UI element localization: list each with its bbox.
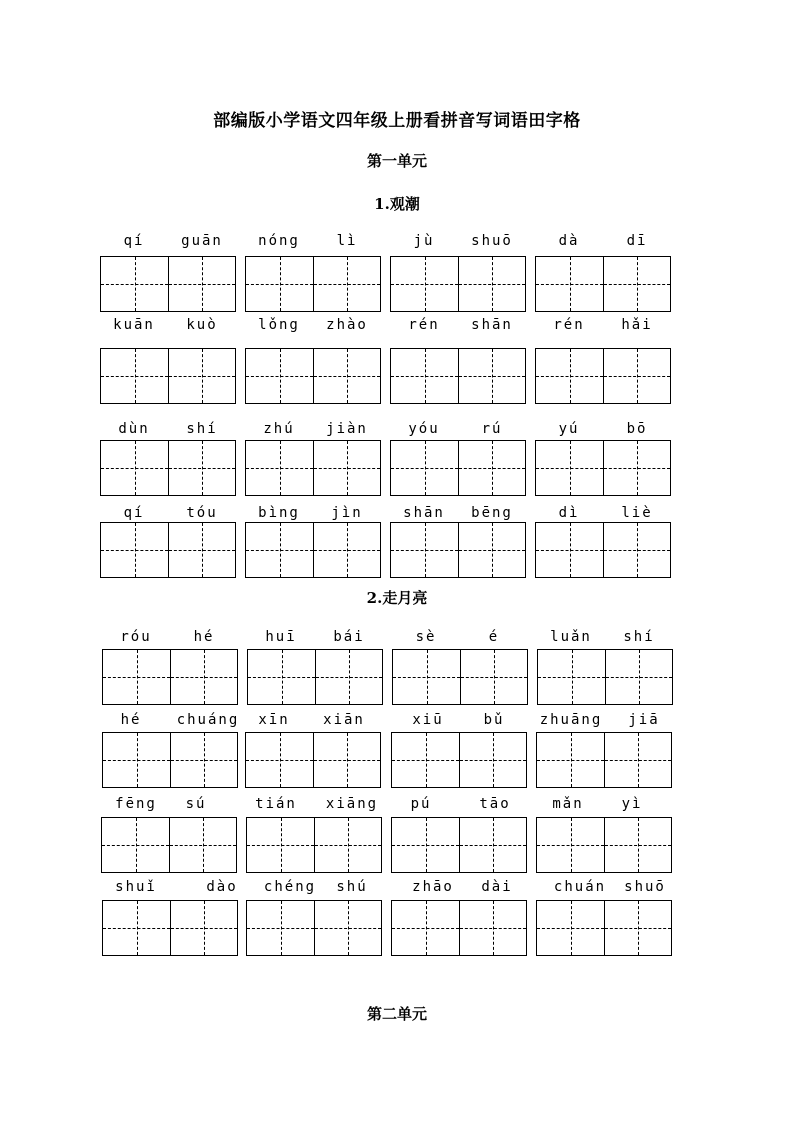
pinyin-syllable: sè (415, 629, 437, 645)
pinyin-syllable: dà (558, 233, 580, 249)
pinyin-syllable: shí (623, 629, 655, 645)
pinyin-syllable: jiā (628, 712, 660, 728)
tianzige-cell[interactable] (246, 523, 313, 577)
tianzige-cell[interactable] (536, 257, 603, 311)
tianzige-word-box[interactable] (535, 256, 671, 312)
tianzige-cell[interactable] (246, 349, 313, 403)
tianzige-cell[interactable] (536, 349, 603, 403)
tianzige-cell[interactable] (170, 650, 237, 704)
tianzige-cell[interactable] (246, 441, 313, 495)
pinyin-syllable: mǎn (552, 796, 584, 812)
tianzige-word-box[interactable] (392, 649, 528, 705)
pinyin-syllable: hé (120, 712, 142, 728)
pinyin-syllable: bìng (258, 505, 300, 521)
pinyin-syllable: jìn (331, 505, 363, 521)
tianzige-word-box[interactable] (245, 256, 381, 312)
pinyin-syllable: dì (558, 505, 580, 521)
tianzige-word-box[interactable] (391, 817, 527, 873)
tianzige-cell[interactable] (313, 349, 380, 403)
tianzige-cell[interactable] (314, 818, 381, 872)
tianzige-cell[interactable] (170, 901, 237, 955)
pinyin-syllable: rén (553, 317, 585, 333)
tianzige-word-box[interactable] (100, 522, 236, 578)
pinyin-syllable: shí (186, 421, 218, 437)
pinyin-syllable: xīn (258, 712, 290, 728)
tianzige-word-box[interactable] (246, 817, 382, 873)
pinyin-syllable: zhú (263, 421, 295, 437)
tianzige-cell[interactable] (247, 818, 314, 872)
pinyin-syllable: yú (558, 421, 580, 437)
pinyin-syllable: tóu (186, 505, 218, 521)
tianzige-cell[interactable] (603, 441, 670, 495)
tianzige-cell[interactable] (604, 733, 671, 787)
tianzige-word-box[interactable] (102, 649, 238, 705)
pinyin-syllable: rú (481, 421, 503, 437)
tianzige-cell[interactable] (246, 733, 313, 787)
pinyin-syllable: zhuāng (539, 712, 603, 728)
tianzige-cell[interactable] (536, 523, 603, 577)
pinyin-syllable: xiū (412, 712, 444, 728)
tianzige-cell[interactable] (101, 441, 168, 495)
tianzige-word-box[interactable] (245, 522, 381, 578)
pinyin-syllable: bái (333, 629, 365, 645)
pinyin-syllable: huī (265, 629, 297, 645)
tianzige-cell[interactable] (460, 650, 527, 704)
tianzige-word-box[interactable] (102, 732, 238, 788)
pinyin-syllable: kuò (186, 317, 218, 333)
pinyin-syllable: chuán (553, 879, 607, 895)
pinyin-syllable: jiàn (326, 421, 368, 437)
pinyin-syllable: yóu (408, 421, 440, 437)
tianzige-cell[interactable] (101, 349, 168, 403)
pinyin-syllable: bēng (471, 505, 513, 521)
tianzige-cell[interactable] (101, 257, 168, 311)
pinyin-syllable: hǎi (621, 317, 653, 333)
lesson-title: 2.走月亮 (366, 589, 428, 607)
tianzige-word-box[interactable] (100, 348, 236, 404)
tianzige-word-box[interactable] (536, 817, 672, 873)
tianzige-cell[interactable] (459, 901, 526, 955)
pinyin-syllable: chuáng (176, 712, 240, 728)
pinyin-line (100, 629, 674, 649)
pinyin-syllable: sú (185, 796, 207, 812)
tianzige-word-box[interactable] (536, 900, 672, 956)
pinyin-syllable: lì (336, 233, 358, 249)
pinyin-syllable: bō (626, 421, 648, 437)
tianzige-cell[interactable] (168, 441, 235, 495)
tianzige-cell[interactable] (459, 818, 526, 872)
tianzige-cell[interactable] (168, 257, 235, 311)
pinyin-syllable: shuǐ (115, 879, 157, 895)
tianzige-cell[interactable] (169, 818, 236, 872)
tianzige-cell[interactable] (103, 650, 170, 704)
tianzige-cell[interactable] (247, 901, 314, 955)
pinyin-syllable: rén (408, 317, 440, 333)
pinyin-syllable: xiāng (325, 796, 379, 812)
tianzige-word-box[interactable] (245, 440, 381, 496)
tianzige-cell[interactable] (603, 523, 670, 577)
pinyin-line (100, 796, 674, 816)
pinyin-syllable: é (488, 629, 500, 645)
tianzige-cell[interactable] (313, 733, 380, 787)
pinyin-line (100, 421, 674, 441)
pinyin-syllable: qí (123, 505, 145, 521)
tianzige-cell[interactable] (392, 901, 459, 955)
pinyin-syllable: qí (123, 233, 145, 249)
pinyin-syllable: shuō (624, 879, 666, 895)
pinyin-line (100, 879, 674, 899)
tianzige-cell[interactable] (314, 901, 381, 955)
tianzige-cell[interactable] (313, 441, 380, 495)
pinyin-syllable: zhào (326, 317, 368, 333)
pinyin-syllable: shān (403, 505, 445, 521)
tianzige-cell[interactable] (458, 523, 525, 577)
tianzige-cell[interactable] (538, 650, 605, 704)
tianzige-cell[interactable] (246, 257, 313, 311)
tianzige-cell[interactable] (391, 441, 458, 495)
pinyin-syllable: yì (621, 796, 643, 812)
tianzige-cell[interactable] (459, 733, 526, 787)
pinyin-syllable: shuō (471, 233, 513, 249)
pinyin-syllable: nóng (258, 233, 300, 249)
tianzige-cell[interactable] (391, 523, 458, 577)
tianzige-cell[interactable] (103, 733, 170, 787)
tianzige-word-box[interactable] (536, 732, 672, 788)
tianzige-word-box[interactable] (102, 900, 238, 956)
tianzige-cell[interactable] (537, 901, 604, 955)
tianzige-word-box[interactable] (247, 649, 383, 705)
tianzige-cell[interactable] (603, 257, 670, 311)
tianzige-word-box[interactable] (390, 522, 526, 578)
tianzige-cell[interactable] (248, 650, 315, 704)
pinyin-syllable: róu (120, 629, 152, 645)
tianzige-word-box[interactable] (535, 522, 671, 578)
tianzige-cell[interactable] (605, 650, 672, 704)
tianzige-cell[interactable] (536, 441, 603, 495)
pinyin-syllable: kuān (113, 317, 155, 333)
tianzige-cell[interactable] (315, 650, 382, 704)
pinyin-syllable: zhāo (412, 879, 454, 895)
lesson-title: 1.观潮 (374, 195, 420, 213)
tianzige-cell[interactable] (313, 257, 380, 311)
tianzige-word-box[interactable] (101, 817, 237, 873)
tianzige-word-box[interactable] (245, 732, 381, 788)
tianzige-word-box[interactable] (390, 348, 526, 404)
unit-heading: 第二单元 (366, 1005, 427, 1023)
tianzige-cell[interactable] (391, 257, 458, 311)
pinyin-syllable: lǒng (258, 317, 300, 333)
tianzige-word-box[interactable] (390, 256, 526, 312)
pinyin-line (100, 712, 674, 732)
tianzige-cell[interactable] (458, 257, 525, 311)
tianzige-cell[interactable] (604, 901, 671, 955)
tianzige-cell[interactable] (392, 733, 459, 787)
pinyin-syllable: jù (413, 233, 435, 249)
pinyin-syllable: dī (626, 233, 648, 249)
tianzige-cell[interactable] (103, 901, 170, 955)
tianzige-cell[interactable] (170, 733, 237, 787)
tianzige-cell[interactable] (604, 818, 671, 872)
tianzige-cell[interactable] (537, 818, 604, 872)
pinyin-syllable: tián (255, 796, 297, 812)
pinyin-syllable: fēng (115, 796, 157, 812)
pinyin-syllable: tāo (479, 796, 511, 812)
pinyin-syllable: chéng (263, 879, 317, 895)
tianzige-cell[interactable] (458, 349, 525, 403)
tianzige-word-box[interactable] (537, 649, 673, 705)
tianzige-cell[interactable] (168, 349, 235, 403)
tianzige-cell[interactable] (537, 733, 604, 787)
tianzige-cell[interactable] (313, 523, 380, 577)
pinyin-syllable: pú (410, 796, 432, 812)
pinyin-syllable: bǔ (483, 712, 505, 728)
tianzige-cell[interactable] (458, 441, 525, 495)
pinyin-syllable: shú (336, 879, 368, 895)
tianzige-cell[interactable] (168, 523, 235, 577)
tianzige-cell[interactable] (101, 523, 168, 577)
pinyin-syllable: luǎn (550, 629, 592, 645)
tianzige-word-box[interactable] (390, 440, 526, 496)
pinyin-line (100, 317, 674, 337)
tianzige-word-box[interactable] (100, 256, 236, 312)
tianzige-word-box[interactable] (391, 732, 527, 788)
pinyin-syllable: hé (193, 629, 215, 645)
pinyin-syllable: xiān (323, 712, 365, 728)
tianzige-cell[interactable] (603, 349, 670, 403)
tianzige-cell[interactable] (392, 818, 459, 872)
tianzige-word-box[interactable] (245, 348, 381, 404)
pinyin-syllable: liè (621, 505, 653, 521)
tianzige-word-box[interactable] (100, 440, 236, 496)
tianzige-cell[interactable] (393, 650, 460, 704)
pinyin-line (100, 233, 674, 253)
tianzige-word-box[interactable] (535, 440, 671, 496)
tianzige-word-box[interactable] (535, 348, 671, 404)
pinyin-syllable: dài (481, 879, 513, 895)
tianzige-word-box[interactable] (391, 900, 527, 956)
tianzige-word-box[interactable] (246, 900, 382, 956)
pinyin-syllable: guān (181, 233, 223, 249)
page-title: 部编版小学语文四年级上册看拼音写词语田字格 (213, 111, 581, 131)
pinyin-syllable: dào (206, 879, 238, 895)
pinyin-syllable: shān (471, 317, 513, 333)
tianzige-cell[interactable] (102, 818, 169, 872)
tianzige-cell[interactable] (391, 349, 458, 403)
pinyin-syllable: dùn (118, 421, 150, 437)
unit-heading: 第一单元 (366, 152, 427, 170)
